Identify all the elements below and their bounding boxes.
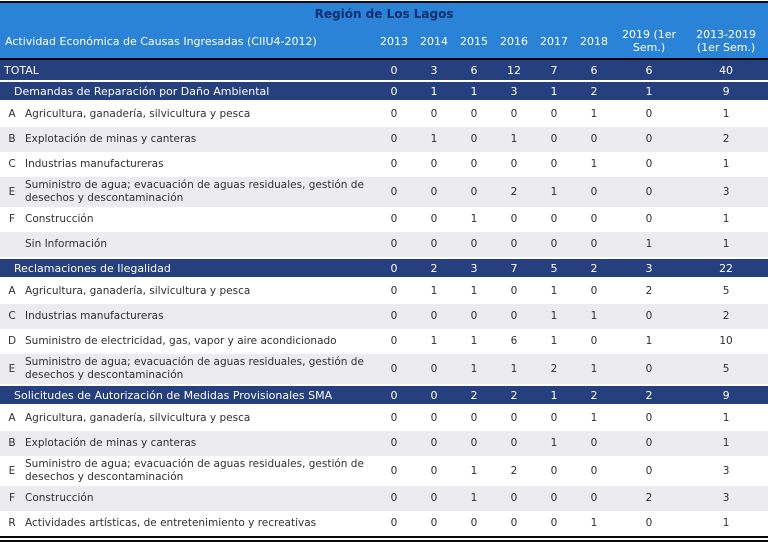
activity-value-cell: 0 bbox=[614, 304, 684, 329]
section-value-cell: 0 bbox=[374, 385, 414, 405]
column-header-row bbox=[0, 24, 768, 59]
activity-value-cell: 2 bbox=[494, 177, 534, 207]
activity-data-row bbox=[0, 354, 768, 385]
activity-value-cell: 1 bbox=[454, 207, 494, 232]
activity-value-cell: 0 bbox=[374, 354, 414, 385]
activity-value-cell: 0 bbox=[534, 127, 574, 152]
activity-value-cell: 0 bbox=[614, 152, 684, 177]
total-value-cell: 0 bbox=[374, 59, 414, 81]
activity-data-row bbox=[0, 456, 768, 486]
activity-value-cell: 2 bbox=[614, 278, 684, 304]
section-header-row bbox=[0, 81, 768, 101]
section-label: Reclamaciones de Ilegalidad bbox=[0, 258, 374, 278]
section-value-cell: 2 bbox=[574, 81, 614, 101]
activity-value-cell: 0 bbox=[614, 101, 684, 127]
activity-value-cell: 0 bbox=[534, 486, 574, 511]
activity-value-cell: 0 bbox=[494, 278, 534, 304]
activity-label: Construcción bbox=[24, 207, 374, 232]
section-value-cell: 1 bbox=[414, 81, 454, 101]
activity-value-cell: 1 bbox=[534, 329, 574, 354]
activity-value-cell: 1 bbox=[494, 127, 534, 152]
activity-value-cell: 3 bbox=[684, 177, 768, 207]
activity-value-cell: 0 bbox=[454, 405, 494, 431]
activity-value-cell: 1 bbox=[684, 207, 768, 232]
activity-value-cell: 0 bbox=[414, 232, 454, 258]
activity-value-cell: 1 bbox=[454, 329, 494, 354]
activity-value-cell: 1 bbox=[684, 101, 768, 127]
causes-by-activity-table bbox=[0, 3, 768, 536]
activity-value-cell: 1 bbox=[534, 304, 574, 329]
activity-value-cell: 1 bbox=[684, 232, 768, 258]
activity-label: Industrias manufactureras bbox=[24, 152, 374, 177]
activity-value-cell: 1 bbox=[614, 232, 684, 258]
activity-value-cell: 0 bbox=[374, 232, 414, 258]
bottom-double-rule bbox=[0, 536, 768, 542]
activity-value-cell: 0 bbox=[494, 405, 534, 431]
column-header-year: 2017 bbox=[534, 24, 574, 59]
activity-value-cell: 0 bbox=[534, 152, 574, 177]
activity-value-cell: 0 bbox=[614, 177, 684, 207]
total-value-cell: 40 bbox=[684, 59, 768, 81]
activity-value-cell: 1 bbox=[414, 329, 454, 354]
total-value-cell: 7 bbox=[534, 59, 574, 81]
section-label: Demandas de Reparación por Daño Ambiental bbox=[0, 81, 374, 101]
activity-value-cell: 0 bbox=[614, 456, 684, 486]
activity-value-cell: 0 bbox=[574, 431, 614, 456]
section-value-cell: 9 bbox=[684, 385, 768, 405]
activity-value-cell: 2 bbox=[684, 127, 768, 152]
section-value-cell: 2 bbox=[614, 385, 684, 405]
activity-value-cell: 0 bbox=[414, 354, 454, 385]
section-value-cell: 22 bbox=[684, 258, 768, 278]
activity-label: Agricultura, ganadería, silvicultura y pesca bbox=[24, 405, 374, 431]
total-value-cell: 6 bbox=[454, 59, 494, 81]
total-row bbox=[0, 59, 768, 81]
activity-value-cell: 0 bbox=[494, 101, 534, 127]
activity-value-cell: 0 bbox=[574, 329, 614, 354]
activity-data-row bbox=[0, 232, 768, 258]
activity-data-row bbox=[0, 304, 768, 329]
section-value-cell: 0 bbox=[374, 258, 414, 278]
activity-value-cell: 0 bbox=[534, 456, 574, 486]
section-value-cell: 3 bbox=[454, 258, 494, 278]
activity-value-cell: 0 bbox=[494, 431, 534, 456]
activity-value-cell: 0 bbox=[494, 511, 534, 536]
activity-value-cell: 6 bbox=[494, 329, 534, 354]
section-value-cell: 2 bbox=[494, 385, 534, 405]
activity-code bbox=[0, 232, 24, 258]
activity-value-cell: 1 bbox=[574, 405, 614, 431]
activity-data-row bbox=[0, 177, 768, 207]
activity-value-cell: 1 bbox=[454, 456, 494, 486]
activity-value-cell: 0 bbox=[494, 304, 534, 329]
activity-value-cell: 1 bbox=[684, 152, 768, 177]
activity-code: C bbox=[0, 152, 24, 177]
activity-value-cell: 0 bbox=[454, 101, 494, 127]
activity-value-cell: 0 bbox=[414, 207, 454, 232]
activity-code: R bbox=[0, 511, 24, 536]
activity-value-cell: 1 bbox=[574, 354, 614, 385]
activity-label: Sin Información bbox=[24, 232, 374, 258]
activity-value-cell: 3 bbox=[684, 486, 768, 511]
activity-value-cell: 0 bbox=[374, 127, 414, 152]
activity-code: F bbox=[0, 207, 24, 232]
activity-value-cell: 0 bbox=[534, 101, 574, 127]
total-label: TOTAL bbox=[0, 59, 374, 81]
column-header-year: 2016 bbox=[494, 24, 534, 59]
activity-data-row bbox=[0, 511, 768, 536]
activity-value-cell: 0 bbox=[374, 329, 414, 354]
activity-value-cell: 5 bbox=[684, 278, 768, 304]
activity-value-cell: 0 bbox=[574, 278, 614, 304]
section-value-cell: 3 bbox=[614, 258, 684, 278]
section-value-cell: 1 bbox=[454, 81, 494, 101]
activity-value-cell: 0 bbox=[454, 152, 494, 177]
activity-value-cell: 0 bbox=[454, 127, 494, 152]
total-value-cell: 6 bbox=[574, 59, 614, 81]
column-header-year: 2019 (1er Sem.) bbox=[614, 24, 684, 59]
activity-value-cell: 0 bbox=[534, 232, 574, 258]
activity-label: Agricultura, ganadería, silvicultura y pesca bbox=[24, 278, 374, 304]
activity-value-cell: 0 bbox=[374, 486, 414, 511]
section-value-cell: 0 bbox=[374, 81, 414, 101]
total-value-cell: 3 bbox=[414, 59, 454, 81]
activity-code: E bbox=[0, 177, 24, 207]
activity-data-row bbox=[0, 207, 768, 232]
activity-value-cell: 10 bbox=[684, 329, 768, 354]
activity-value-cell: 0 bbox=[374, 207, 414, 232]
activity-value-cell: 1 bbox=[684, 431, 768, 456]
activity-value-cell: 0 bbox=[414, 177, 454, 207]
activity-value-cell: 0 bbox=[614, 127, 684, 152]
activity-value-cell: 1 bbox=[414, 127, 454, 152]
section-value-cell: 2 bbox=[574, 385, 614, 405]
activity-value-cell: 0 bbox=[494, 207, 534, 232]
section-value-cell: 3 bbox=[494, 81, 534, 101]
activity-value-cell: 0 bbox=[374, 431, 414, 456]
section-value-cell: 9 bbox=[684, 81, 768, 101]
column-header-year: 2018 bbox=[574, 24, 614, 59]
section-value-cell: 1 bbox=[534, 81, 574, 101]
activity-value-cell: 0 bbox=[614, 207, 684, 232]
section-header-row bbox=[0, 258, 768, 278]
activity-value-cell: 0 bbox=[614, 354, 684, 385]
activity-value-cell: 1 bbox=[494, 354, 534, 385]
activity-value-cell: 0 bbox=[414, 431, 454, 456]
section-value-cell: 1 bbox=[534, 385, 574, 405]
activity-value-cell: 0 bbox=[374, 304, 414, 329]
column-header-year: 2013-2019 (1er Sem.) bbox=[684, 24, 768, 59]
activity-data-row bbox=[0, 486, 768, 511]
region-title-row bbox=[0, 3, 768, 24]
activity-value-cell: 0 bbox=[374, 177, 414, 207]
activity-value-cell: 0 bbox=[534, 511, 574, 536]
activity-value-cell: 2 bbox=[494, 456, 534, 486]
section-label: Solicitudes de Autorización de Medidas Provisionales SMA bbox=[0, 385, 374, 405]
activity-value-cell: 0 bbox=[374, 152, 414, 177]
activity-value-cell: 0 bbox=[534, 207, 574, 232]
activity-value-cell: 3 bbox=[684, 456, 768, 486]
activity-label: Suministro de agua; evacuación de aguas residuales, gestión de desechos y descontaminación bbox=[24, 354, 374, 385]
activity-code: E bbox=[0, 456, 24, 486]
activity-value-cell: 1 bbox=[574, 511, 614, 536]
activity-value-cell: 1 bbox=[534, 278, 574, 304]
section-value-cell: 1 bbox=[614, 81, 684, 101]
activity-value-cell: 0 bbox=[414, 486, 454, 511]
activity-data-row bbox=[0, 431, 768, 456]
activity-value-cell: 1 bbox=[454, 354, 494, 385]
activity-value-cell: 0 bbox=[574, 486, 614, 511]
activity-code: D bbox=[0, 329, 24, 354]
activity-value-cell: 1 bbox=[454, 486, 494, 511]
activity-code: A bbox=[0, 101, 24, 127]
section-header-row bbox=[0, 385, 768, 405]
activity-value-cell: 0 bbox=[574, 232, 614, 258]
activity-value-cell: 1 bbox=[614, 329, 684, 354]
activity-value-cell: 2 bbox=[684, 304, 768, 329]
activity-data-row bbox=[0, 405, 768, 431]
activity-label: Explotación de minas y canteras bbox=[24, 127, 374, 152]
activity-label: Industrias manufactureras bbox=[24, 304, 374, 329]
activity-label: Construcción bbox=[24, 486, 374, 511]
table-header bbox=[0, 3, 768, 59]
activity-value-cell: 0 bbox=[614, 405, 684, 431]
activity-value-cell: 1 bbox=[534, 177, 574, 207]
activity-value-cell: 0 bbox=[494, 232, 534, 258]
column-header-year: 2013 bbox=[374, 24, 414, 59]
activity-label: Explotación de minas y canteras bbox=[24, 431, 374, 456]
activity-value-cell: 0 bbox=[374, 405, 414, 431]
activity-value-cell: 0 bbox=[574, 177, 614, 207]
activity-data-row bbox=[0, 101, 768, 127]
activity-value-cell: 1 bbox=[414, 278, 454, 304]
activity-value-cell: 0 bbox=[574, 127, 614, 152]
activity-value-cell: 0 bbox=[374, 456, 414, 486]
column-header-year: 2015 bbox=[454, 24, 494, 59]
activity-value-cell: 1 bbox=[574, 101, 614, 127]
activity-value-cell: 2 bbox=[534, 354, 574, 385]
activity-value-cell: 0 bbox=[534, 405, 574, 431]
activity-value-cell: 0 bbox=[374, 101, 414, 127]
activity-value-cell: 0 bbox=[614, 511, 684, 536]
activity-value-cell: 1 bbox=[684, 405, 768, 431]
activity-value-cell: 0 bbox=[414, 456, 454, 486]
activity-data-row bbox=[0, 329, 768, 354]
activity-value-cell: 0 bbox=[414, 304, 454, 329]
activity-data-row bbox=[0, 278, 768, 304]
activity-value-cell: 0 bbox=[374, 278, 414, 304]
activity-value-cell: 0 bbox=[454, 304, 494, 329]
region-title: Región de Los Lagos bbox=[0, 3, 768, 24]
activity-value-cell: 1 bbox=[684, 511, 768, 536]
activity-value-cell: 2 bbox=[614, 486, 684, 511]
activity-value-cell: 0 bbox=[414, 101, 454, 127]
activity-value-cell: 1 bbox=[534, 431, 574, 456]
column-header-year: 2014 bbox=[414, 24, 454, 59]
activity-value-cell: 0 bbox=[574, 207, 614, 232]
activity-label: Agricultura, ganadería, silvicultura y pesca bbox=[24, 101, 374, 127]
activity-value-cell: 0 bbox=[494, 152, 534, 177]
activity-label: Suministro de agua; evacuación de aguas residuales, gestión de desechos y descontaminación bbox=[24, 177, 374, 207]
total-value-cell: 12 bbox=[494, 59, 534, 81]
activity-code: B bbox=[0, 431, 24, 456]
activity-value-cell: 0 bbox=[454, 177, 494, 207]
report-page bbox=[0, 1, 768, 529]
activity-value-cell: 1 bbox=[454, 278, 494, 304]
section-value-cell: 0 bbox=[414, 385, 454, 405]
activity-code: A bbox=[0, 405, 24, 431]
table-body bbox=[0, 59, 768, 536]
activity-code: B bbox=[0, 127, 24, 152]
activity-value-cell: 0 bbox=[494, 486, 534, 511]
section-value-cell: 2 bbox=[454, 385, 494, 405]
activity-value-cell: 1 bbox=[574, 152, 614, 177]
total-value-cell: 6 bbox=[614, 59, 684, 81]
section-value-cell: 2 bbox=[414, 258, 454, 278]
activity-value-cell: 0 bbox=[414, 152, 454, 177]
activity-data-row bbox=[0, 152, 768, 177]
activity-value-cell: 0 bbox=[414, 511, 454, 536]
activity-value-cell: 0 bbox=[454, 511, 494, 536]
activity-value-cell: 0 bbox=[414, 405, 454, 431]
activity-label: Actividades artísticas, de entretenimiento y recreativas bbox=[24, 511, 374, 536]
activity-value-cell: 0 bbox=[374, 511, 414, 536]
column-header-activity: Actividad Económica de Causas Ingresadas (CIIU4-2012) bbox=[0, 24, 374, 59]
activity-data-row bbox=[0, 127, 768, 152]
activity-code: E bbox=[0, 354, 24, 385]
activity-value-cell: 5 bbox=[684, 354, 768, 385]
activity-code: C bbox=[0, 304, 24, 329]
activity-value-cell: 0 bbox=[614, 431, 684, 456]
activity-value-cell: 0 bbox=[454, 232, 494, 258]
activity-value-cell: 0 bbox=[454, 431, 494, 456]
activity-label: Suministro de agua; evacuación de aguas residuales, gestión de desechos y descontaminación bbox=[24, 456, 374, 486]
activity-value-cell: 0 bbox=[574, 456, 614, 486]
section-value-cell: 7 bbox=[494, 258, 534, 278]
section-value-cell: 2 bbox=[574, 258, 614, 278]
activity-code: F bbox=[0, 486, 24, 511]
activity-value-cell: 1 bbox=[574, 304, 614, 329]
activity-code: A bbox=[0, 278, 24, 304]
section-value-cell: 5 bbox=[534, 258, 574, 278]
activity-label: Suministro de electricidad, gas, vapor y aire acondicionado bbox=[24, 329, 374, 354]
